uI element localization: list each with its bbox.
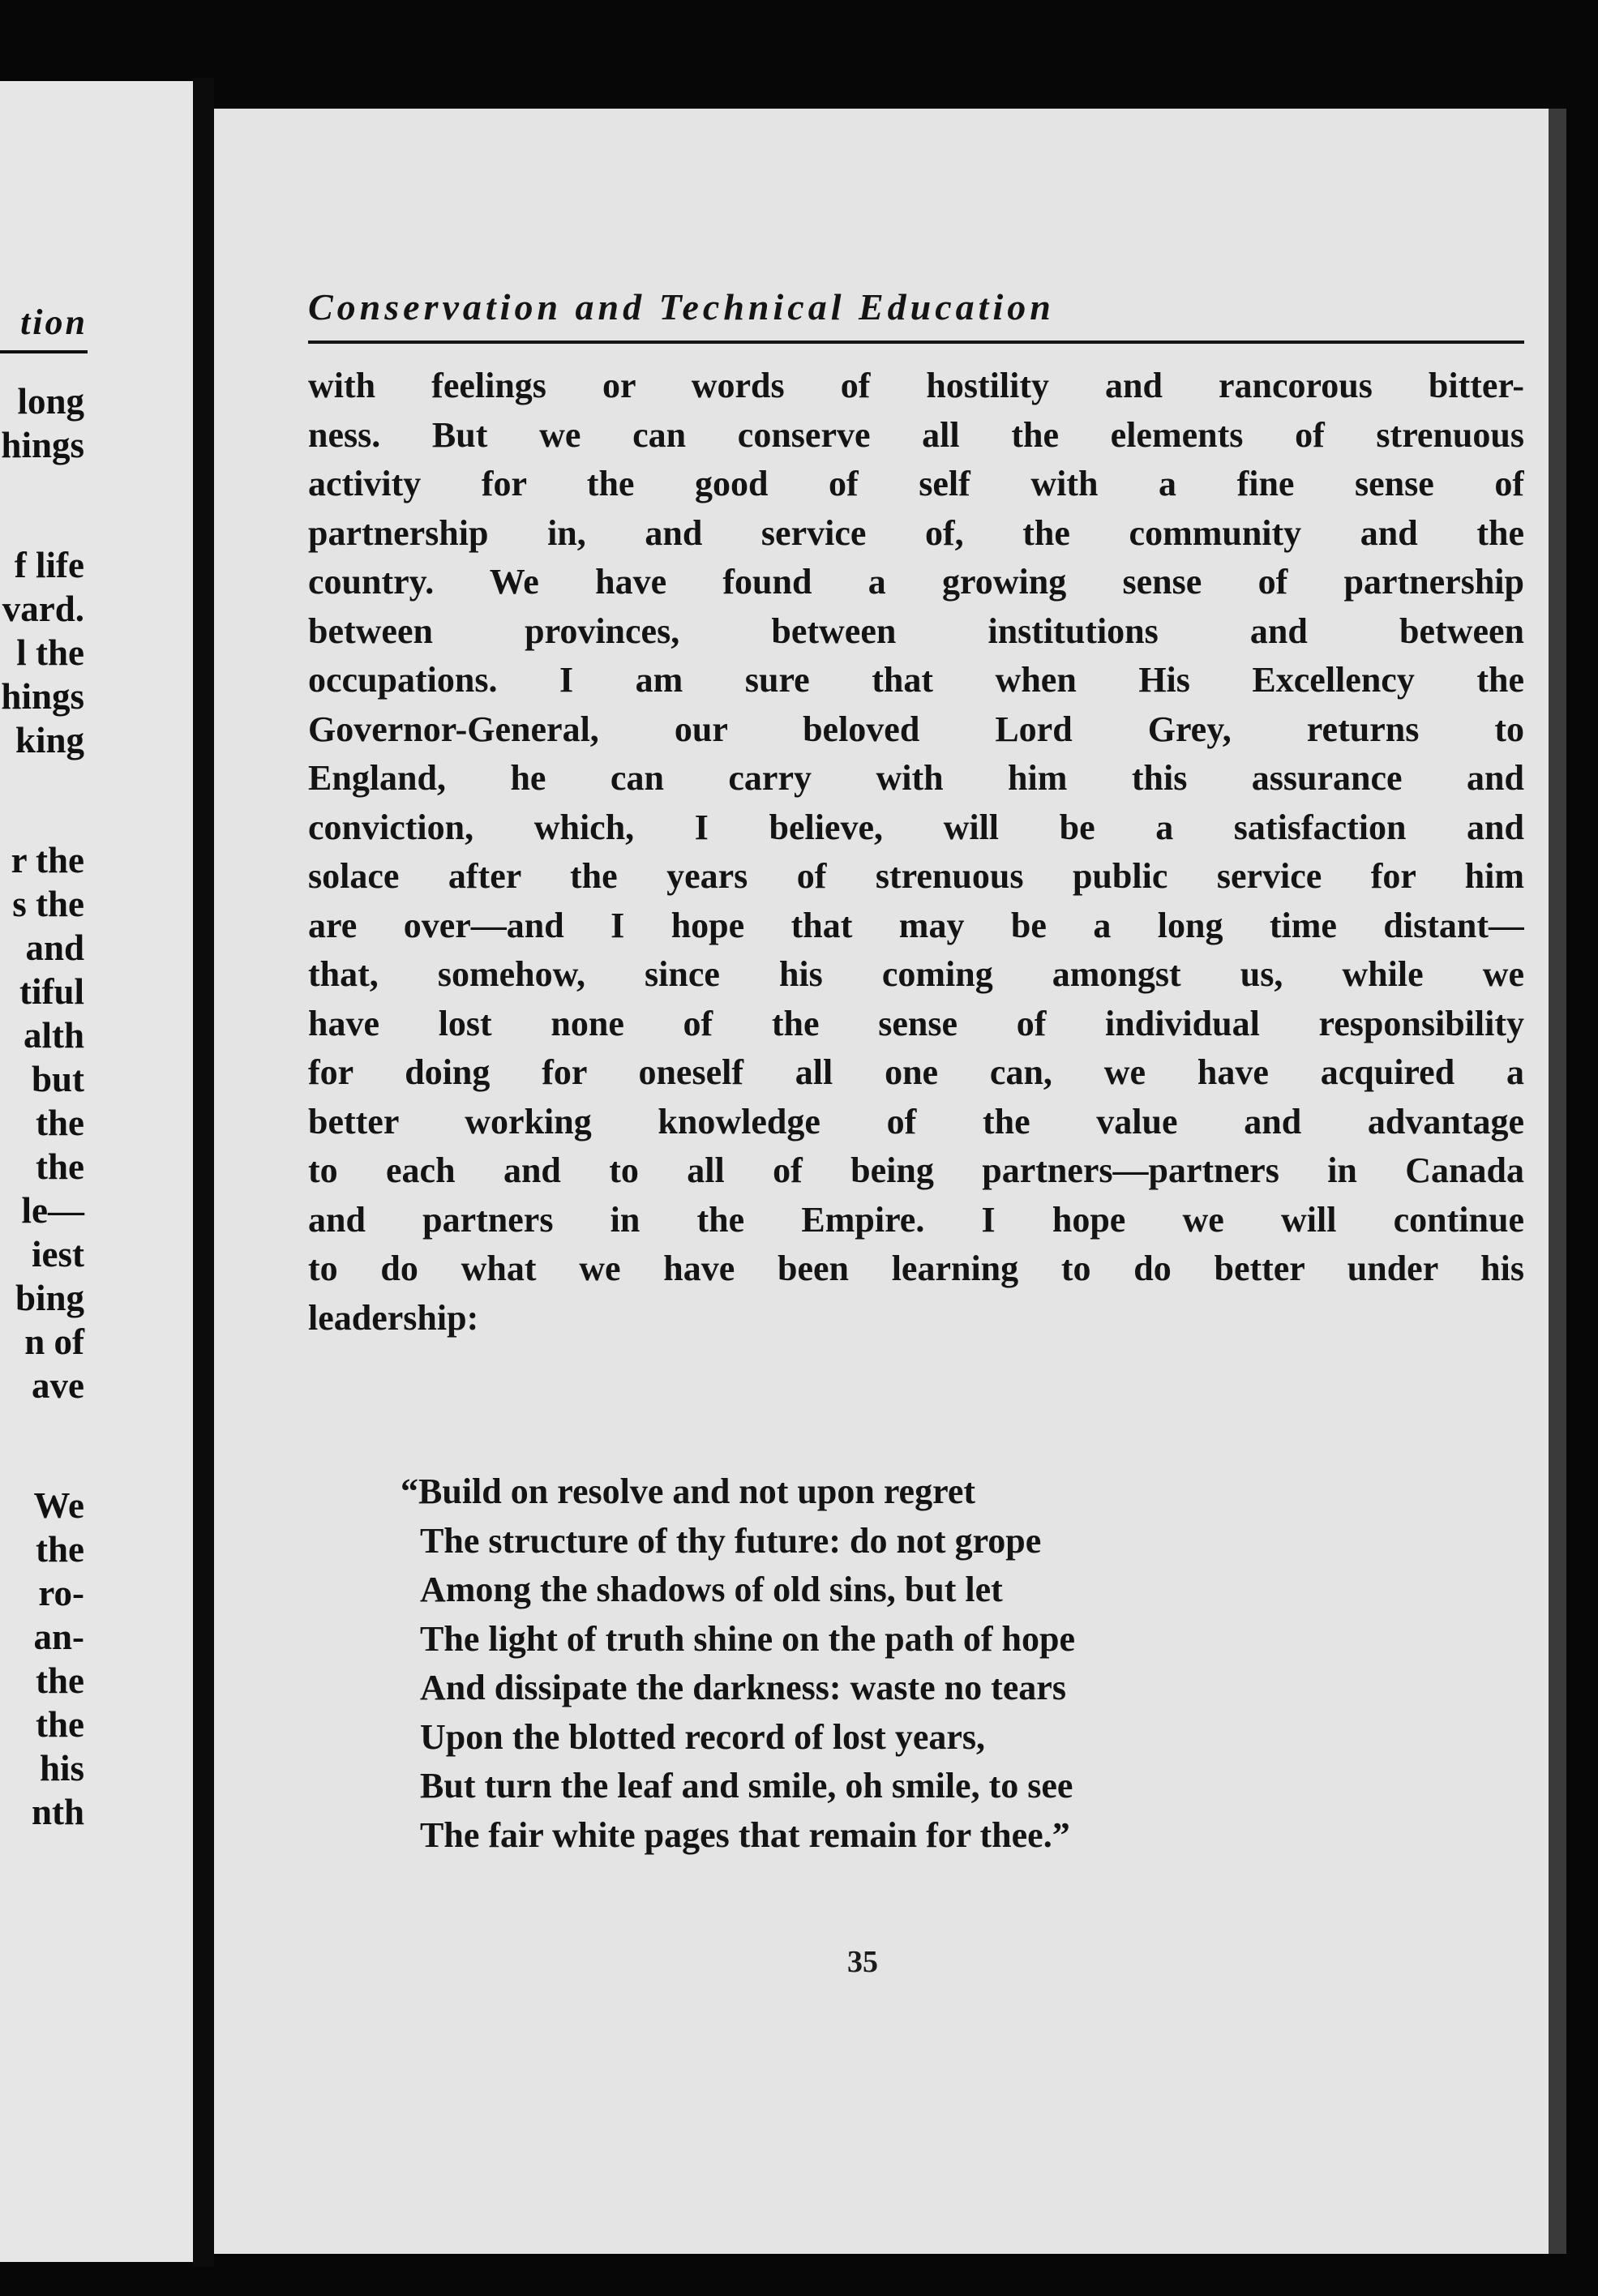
body-line: for doing for oneself all one can, we have acquired a — [308, 1052, 1524, 1092]
page-number: 35 — [847, 1945, 878, 1979]
running-head: Conservation and Technical Education — [308, 286, 1055, 328]
running-head-rule — [308, 341, 1524, 344]
previous-page-line-fragment: the — [36, 1529, 84, 1570]
body-line: partnership in, and service of, the community and the — [308, 512, 1524, 553]
poem-line: The structure of thy future: do not grope — [420, 1520, 1042, 1561]
previous-page-line-fragment: vard. — [2, 589, 84, 629]
body-line: have lost none of the sense of individual responsibility — [308, 1003, 1524, 1043]
quoted-poem — [401, 1467, 1454, 1860]
previous-page-line-fragment: We — [33, 1485, 84, 1526]
body-line: leadership: — [308, 1297, 479, 1338]
previous-page-line-fragment: king — [15, 720, 84, 760]
previous-page-fragment — [0, 81, 193, 2262]
poem-line: “Build on resolve and not upon regret — [401, 1471, 976, 1511]
previous-page-line-fragment: hings — [1, 425, 84, 465]
poem-line: And dissipate the darkness: waste no tears — [420, 1668, 1066, 1707]
body-line: England, he can carry with him this assurance and — [308, 758, 1524, 798]
body-line: that, somehow, since his coming amongst us, while we — [308, 954, 1524, 994]
body-line: country. We have found a growing sense of partnership — [308, 562, 1524, 602]
previous-page-line-fragment: le— — [21, 1190, 84, 1231]
body-line: with feelings or words of hostility and rancorous bitter- — [308, 366, 1524, 405]
previous-page-line-fragment: and — [25, 927, 84, 968]
previous-page-line-fragment: r the — [11, 840, 84, 880]
previous-page-line-fragment: nth — [31, 1792, 84, 1832]
body-paragraph — [308, 362, 1524, 1343]
previous-page-line-fragment: f life — [14, 545, 84, 585]
body-line: solace after the years of strenuous public service for him — [308, 856, 1524, 896]
previous-page-line-fragment: alth — [23, 1015, 84, 1056]
previous-page-line-fragment: the — [36, 1146, 84, 1187]
page-edge-shadow — [1549, 109, 1566, 2254]
body-line: ness. But we can conserve all the elements of strenuous — [308, 414, 1524, 455]
previous-page-line-fragment: the — [36, 1704, 84, 1745]
previous-page-line-fragment: the — [36, 1103, 84, 1143]
book-spine-gutter — [193, 78, 214, 2267]
book-page — [214, 109, 1549, 2254]
body-line: activity for the good of self with a fine sense of — [308, 464, 1524, 503]
previous-page-head-rule — [0, 350, 88, 353]
previous-page-line-fragment: the — [36, 1660, 84, 1701]
body-line: between provinces, between institutions and between — [308, 610, 1524, 651]
previous-page-line-fragment: l the — [16, 632, 84, 673]
previous-page-line-fragment: long — [17, 381, 84, 422]
previous-page-line-fragment: ave — [32, 1365, 84, 1406]
body-line: to each and to all of being partners—partners in Canada — [308, 1150, 1524, 1190]
body-line: are over—and I hope that may be a long time distant— — [308, 905, 1524, 945]
previous-page-line-fragment: bing — [15, 1278, 84, 1318]
previous-page-line-fragment: tiful — [19, 971, 84, 1012]
poem-line: Upon the blotted record of lost years, — [420, 1716, 985, 1757]
poem-line: The fair white pages that remain for thee.” — [420, 1814, 1070, 1855]
body-line: Governor-General, our beloved Lord Grey, returns to — [308, 709, 1524, 749]
body-line: occupations. I am sure that when His Excellency the — [308, 660, 1524, 700]
body-line: and partners in the Empire. I hope we will continue — [308, 1199, 1524, 1240]
previous-page-line-fragment: but — [31, 1059, 84, 1099]
previous-page-running-head-fragment: tion — [20, 302, 88, 342]
poem-line: The light of truth shine on the path of hope — [420, 1618, 1076, 1659]
previous-page-line-fragment: s the — [12, 884, 84, 924]
previous-page-line-fragment: hings — [1, 676, 84, 717]
body-line: conviction, which, I believe, will be a satisfaction and — [308, 807, 1524, 847]
previous-page-line-fragment: an- — [33, 1617, 84, 1657]
body-line: better working knowledge of the value and advantage — [308, 1101, 1524, 1142]
body-line: to do what we have been learning to do better under his — [308, 1249, 1524, 1288]
previous-page-line-fragment: his — [39, 1748, 84, 1788]
previous-page-line-fragment: ro- — [38, 1573, 84, 1613]
previous-page-line-fragment: n of — [24, 1321, 84, 1362]
poem-line: But turn the leaf and smile, oh smile, to see — [420, 1766, 1073, 1806]
previous-page-line-fragment: iest — [32, 1234, 84, 1274]
poem-line: Among the shadows of old sins, but let — [420, 1570, 1003, 1609]
